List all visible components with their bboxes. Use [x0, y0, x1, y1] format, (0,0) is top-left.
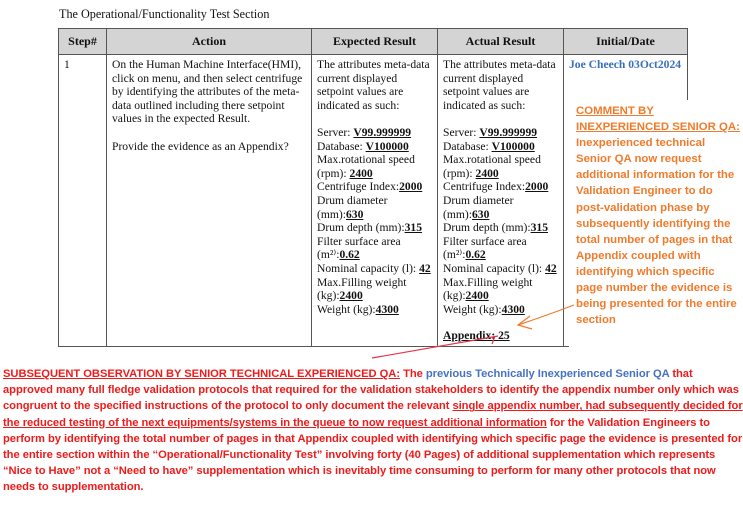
setpoint-value: 630	[345, 207, 364, 221]
setpoint-item	[317, 221, 432, 235]
comment-body: Inexperienced technical Senior QA now request additional information for the Validation Engineer to do post-validation phase by subsequently identifying the total number of pages in that Appendix coupled with identifying which specific page number the evidence is being presented for the entire section	[576, 137, 737, 327]
setpoint-item	[443, 126, 558, 140]
observation-underlined: single appendix number, had subsequently decided for the reduced testing of the next equipments/systems in the queue to now request additional information	[3, 400, 743, 429]
setpoint-value: 630	[471, 207, 490, 221]
actual-intro: The attributes meta-data current displayed setpoint values are indicated as such:	[443, 58, 556, 112]
observation-text-3: for the Validation Engineers to perform by identifying the total number of pages in that Appendix coupled with identifying which specific page the evidence is presented for the entire section within the “Operational/Functionality Test” involving forty (40 Pages) of additional supplementation which represents “Nice to Have” not a “Need to have” supplementation which is inevitably time consuming to perform for many other protocols that now needs to supplementation.	[3, 416, 743, 494]
setpoint-label: Max.rotational speed (rpm):	[443, 153, 541, 180]
setpoint-item	[443, 140, 558, 154]
setpoint-value: 2000	[525, 180, 549, 194]
setpoint-label: Filter surface area (m²⁾:	[317, 234, 401, 262]
initial-date-signature: Joe Cheech 03Oct2024	[569, 58, 682, 71]
setpoint-value: 4300	[375, 302, 399, 316]
expected-intro: The attributes meta-data current displayed setpoint values are indicated as such:	[317, 58, 430, 112]
setpoint-item	[317, 180, 432, 194]
setpoint-item	[443, 235, 558, 262]
setpoint-value: 4300	[501, 302, 525, 316]
header-step: Step#	[59, 29, 107, 55]
setpoint-item	[443, 194, 558, 221]
setpoint-value: 2400	[339, 289, 363, 303]
setpoint-value: 2400	[349, 166, 373, 180]
setpoint-item	[317, 126, 432, 140]
setpoint-value: 2400	[465, 289, 489, 303]
appendix-reference	[443, 329, 510, 343]
setpoint-item	[317, 303, 432, 317]
setpoint-label: Centrifuge Index:	[317, 180, 400, 194]
setpoint-value: 315	[404, 221, 422, 235]
setpoint-item	[443, 262, 558, 276]
header-actual-result: Actual Result	[438, 29, 564, 55]
setpoint-item	[317, 140, 432, 154]
setpoint-value: 0.62	[339, 248, 360, 262]
setpoint-item	[443, 303, 558, 317]
setpoint-label: Weight (kg):	[443, 302, 502, 316]
comment-heading: COMMENT BY INEXPERIENCED SENIOR QA:	[576, 105, 740, 134]
setpoint-value: V99.999999	[479, 125, 538, 139]
observation-heading: SUBSEQUENT OBSERVATION BY SENIOR TECHNICAL EXPERIENCED QA:	[3, 368, 401, 380]
header-action: Action	[107, 29, 312, 55]
setpoint-item	[317, 153, 432, 180]
cell-step: 1	[59, 55, 107, 347]
setpoint-value: V99.999999	[353, 125, 412, 139]
action-prompt: Provide the evidence as an Appendix?	[112, 139, 289, 153]
header-initial-date: Initial/Date	[564, 29, 688, 55]
setpoint-label: Server:	[443, 125, 480, 139]
setpoint-value: 315	[530, 221, 548, 235]
header-expected-result: Expected Result	[312, 29, 438, 55]
setpoint-label: Filter surface area (m²⁾:	[443, 234, 527, 262]
setpoint-item	[443, 153, 558, 180]
setpoint-label: Centrifuge Index:	[443, 180, 526, 194]
comment-annotation	[569, 100, 743, 355]
expected-items	[317, 126, 432, 316]
setpoint-item	[443, 221, 558, 235]
setpoint-label: Nominal capacity (l):	[317, 261, 420, 275]
setpoint-value: V100000	[365, 139, 409, 153]
setpoint-item	[317, 276, 432, 303]
observation-highlight: previous Technically Inexperienced Senior QA	[425, 368, 670, 380]
setpoint-value: V100000	[491, 139, 535, 153]
setpoint-label: Nominal capacity (l):	[443, 261, 546, 275]
setpoint-label: Drum diameter (mm):	[317, 193, 388, 221]
setpoint-item	[443, 180, 558, 194]
setpoint-value: 2000	[399, 180, 423, 194]
setpoint-item	[317, 262, 432, 276]
cell-action	[107, 55, 312, 347]
setpoint-value: 42	[545, 261, 557, 275]
observation-text-2: that approved many full fledge validation protocols that required for the validation stakeholders to identify the appendix number only which was congruent to the specified instructions of the protocol to only document the relevant	[3, 368, 739, 413]
setpoint-label: Database:	[317, 139, 366, 153]
setpoint-label: Max.Filling weight (kg):	[317, 275, 407, 303]
cell-expected-result	[312, 55, 438, 347]
observation-annotation	[3, 366, 743, 496]
action-text: On the Human Machine Interface(HMI), click on menu, and then select centrifuge by identifying the attributes of the meta-data outlined including there setpoint values in the expected Result.	[112, 58, 303, 126]
setpoint-value: 42	[419, 261, 431, 275]
setpoint-label: Database:	[443, 139, 492, 153]
setpoint-item	[443, 276, 558, 303]
setpoint-label: Max.Filling weight (kg):	[443, 275, 533, 303]
table-header-row	[59, 29, 688, 55]
setpoint-label: Weight (kg):	[317, 302, 376, 316]
setpoint-label: Server:	[317, 125, 354, 139]
setpoint-item	[317, 194, 432, 221]
setpoint-item	[317, 235, 432, 262]
setpoint-label: Drum depth (mm):	[443, 221, 531, 235]
setpoint-value: 0.62	[465, 248, 486, 262]
setpoint-value: 2400	[475, 166, 499, 180]
actual-items	[443, 126, 558, 316]
appendix-label: Appendix:	[443, 329, 499, 343]
appendix-value: 25	[498, 329, 510, 343]
cell-actual-result	[438, 55, 564, 347]
setpoint-label: Max.rotational speed (rpm):	[317, 153, 415, 180]
setpoint-label: Drum depth (mm):	[317, 221, 405, 235]
observation-text-1: The	[400, 368, 426, 380]
setpoint-label: Drum diameter (mm):	[443, 193, 514, 221]
section-title: The Operational/Functionality Test Section	[59, 7, 270, 21]
